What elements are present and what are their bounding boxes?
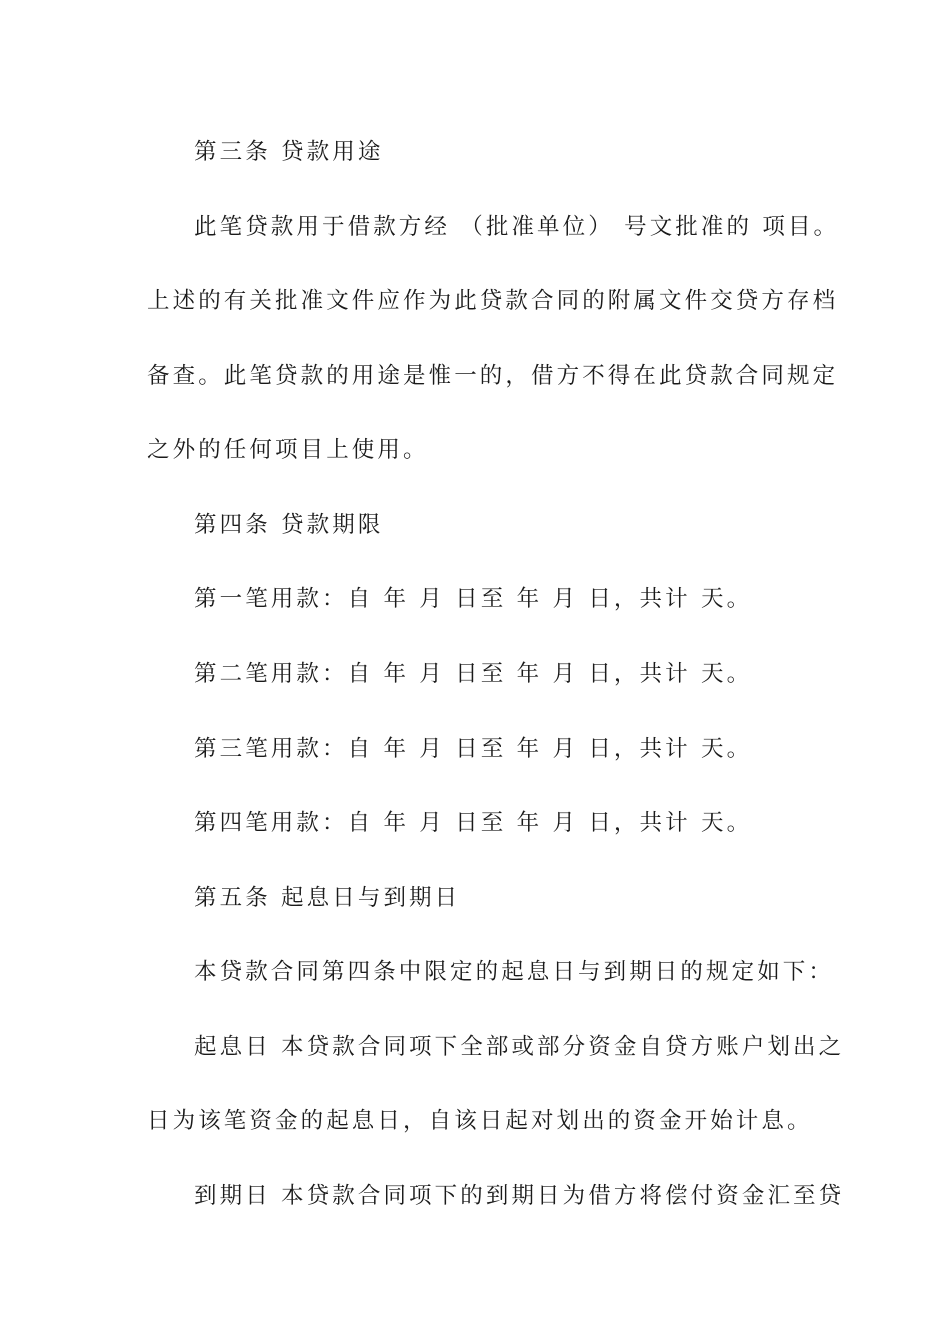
loan-period-line: 第三笔用款：自 年 月 日至 年 月 日，共计 天。 (194, 736, 753, 762)
loan-period-line: 第一笔用款：自 年 月 日至 年 月 日，共计 天。 (194, 586, 753, 612)
article-3-heading: 第三条 贷款用途 (194, 139, 384, 165)
paragraph-line: 备查。此笔贷款的用途是惟一的，借方不得在此贷款合同规定 (147, 363, 839, 389)
paragraph-line: 此笔贷款用于借款方经 （批准单位） 号文批准的 项目。 (194, 214, 840, 240)
article-4-heading: 第四条 贷款期限 (194, 512, 384, 538)
paragraph-line: 上述的有关批准文件应作为此贷款合同的附属文件交贷方存档 (147, 288, 839, 314)
paragraph-line: 到期日 本贷款合同项下的到期日为借方将偿付资金汇至贷 (194, 1183, 845, 1209)
paragraph-line: 本贷款合同第四条中限定的起息日与到期日的规定如下： (194, 959, 835, 985)
loan-period-line: 第四笔用款：自 年 月 日至 年 月 日，共计 天。 (194, 810, 753, 836)
paragraph-line: 日为该笔资金的起息日，自该日起对划出的资金开始计息。 (147, 1108, 813, 1134)
article-5-heading: 第五条 起息日与到期日 (194, 885, 461, 911)
loan-period-line: 第二笔用款：自 年 月 日至 年 月 日，共计 天。 (194, 661, 753, 687)
paragraph-line: 起息日 本贷款合同项下全部或部分资金自贷方账户划出之 (194, 1034, 845, 1060)
paragraph-line: 之外的任何项目上使用。 (147, 437, 429, 463)
